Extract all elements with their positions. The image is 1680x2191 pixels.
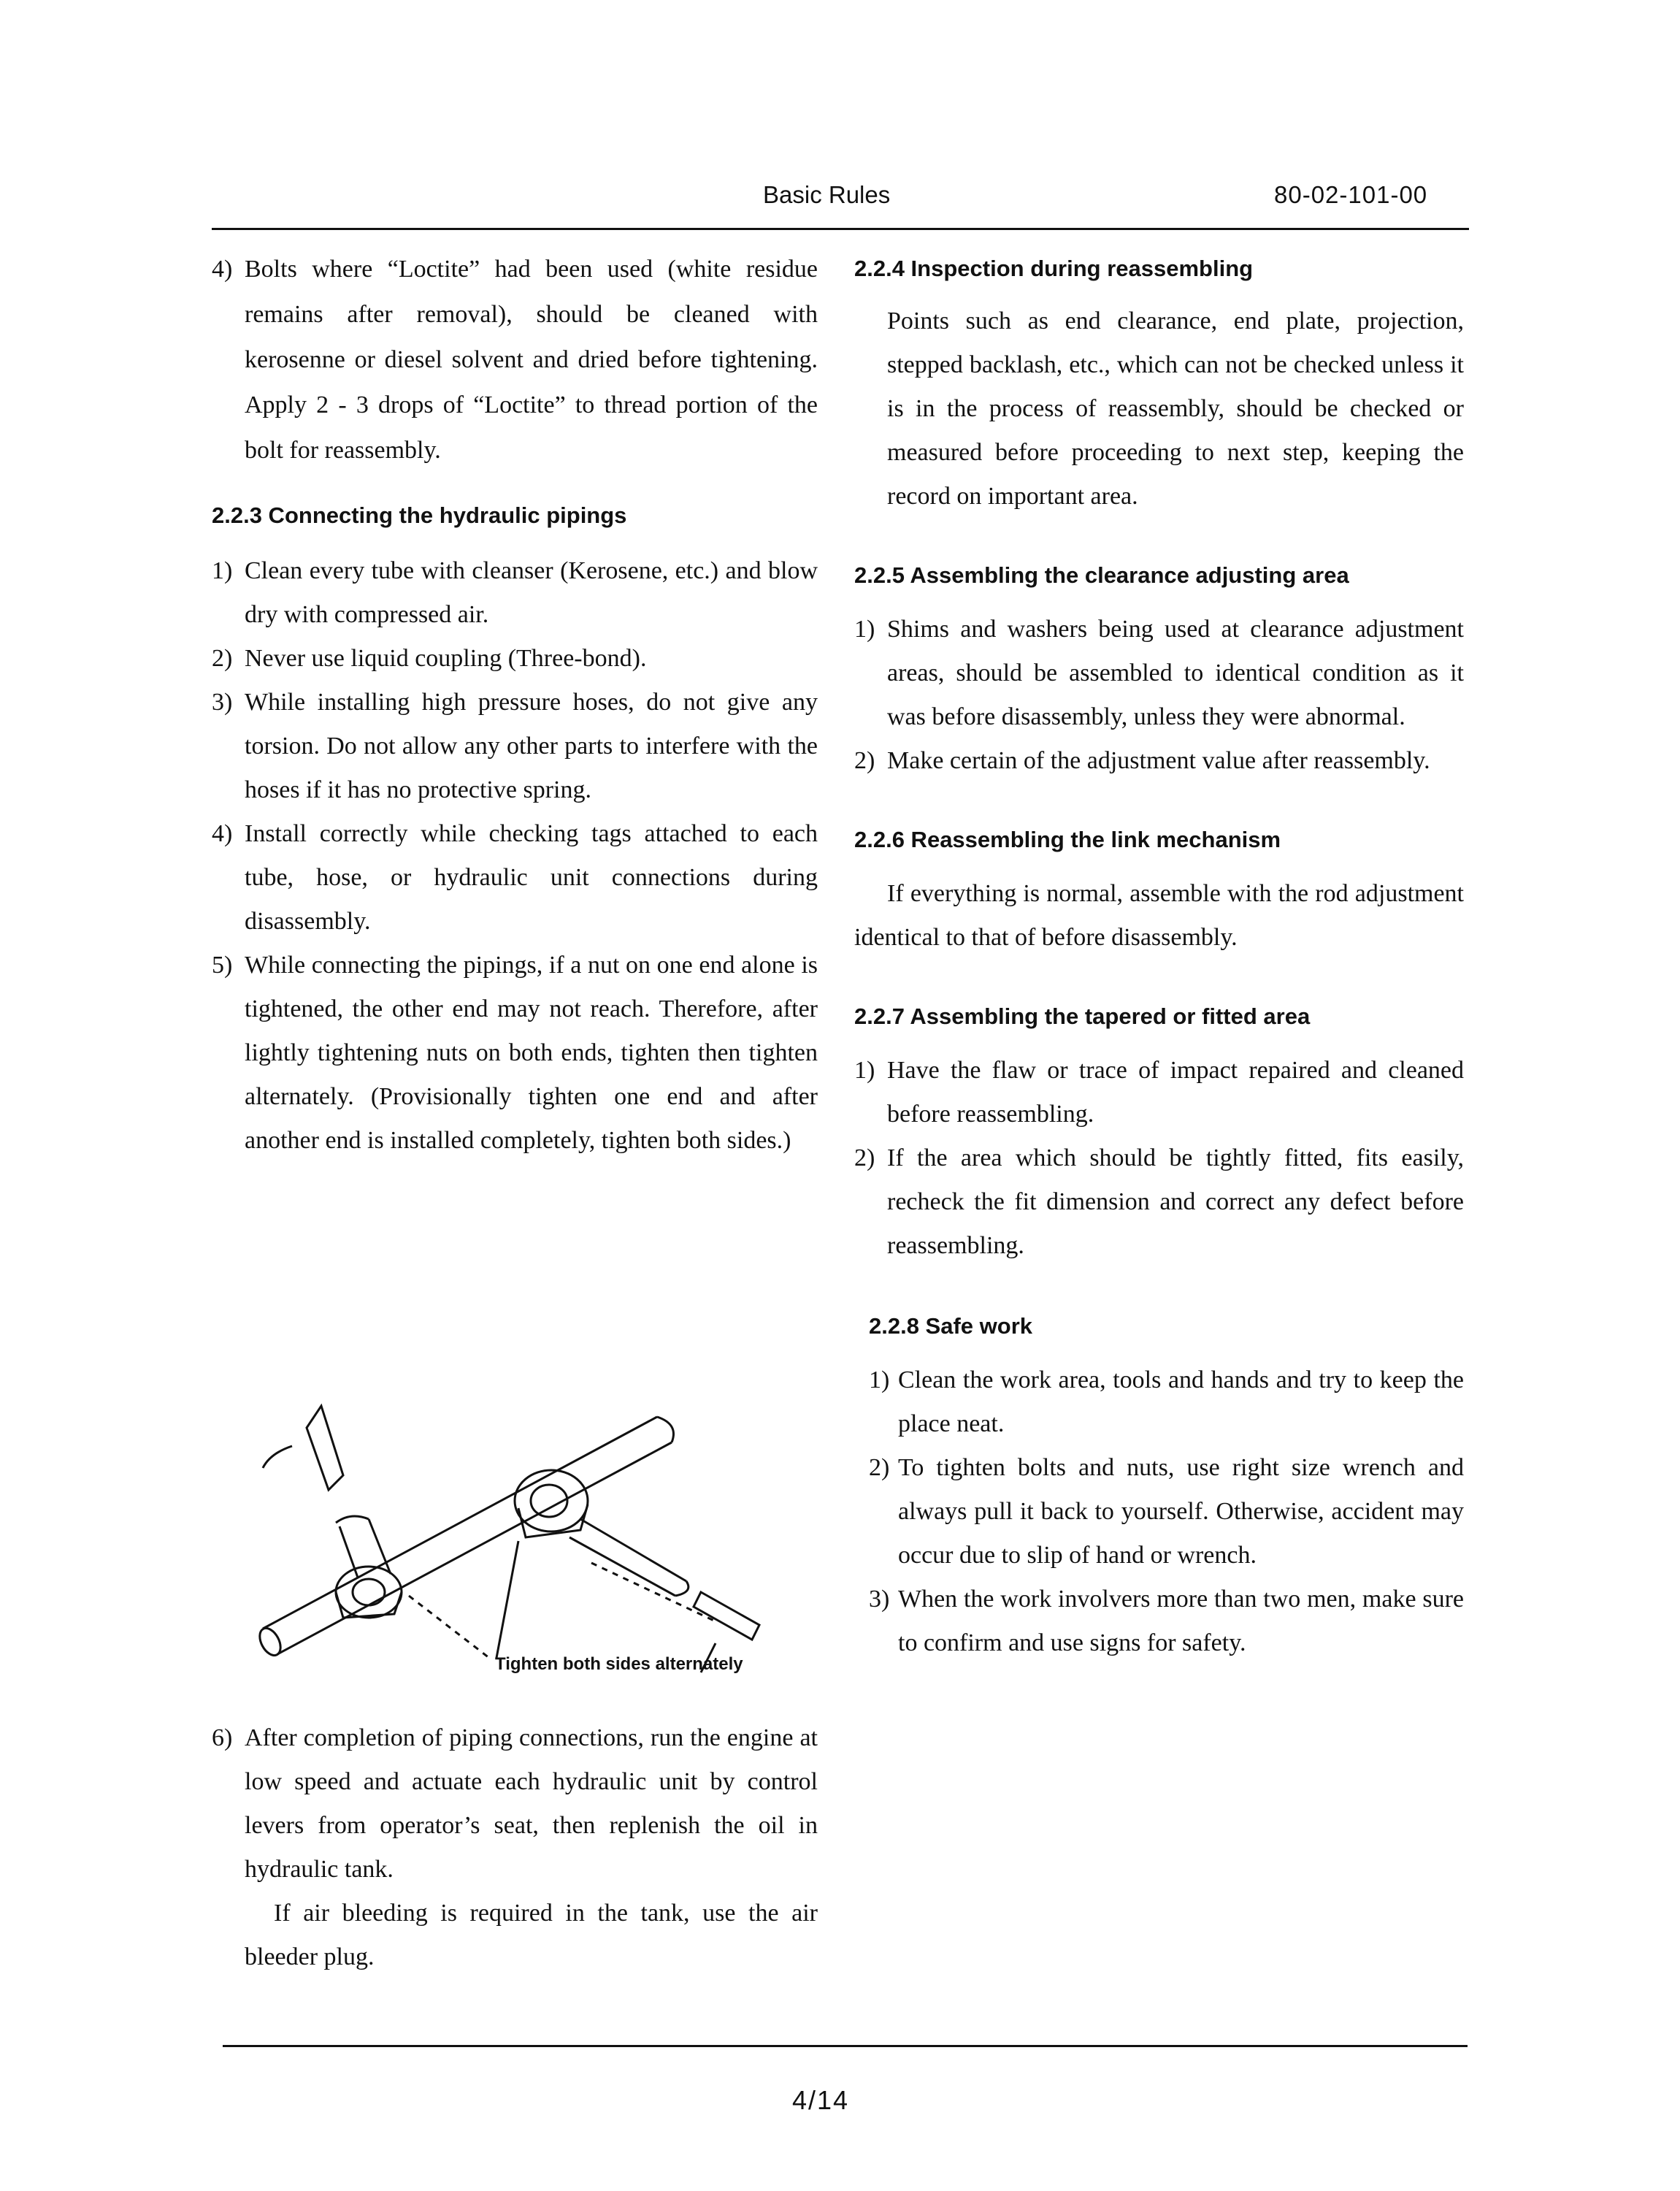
page-number: 4/14 xyxy=(792,2085,850,2115)
item-text: When the work involvers more than two men, make sure to confirm and use signs for safety. xyxy=(898,1586,1464,1656)
item-number: 5) xyxy=(212,952,233,979)
list-item xyxy=(212,944,818,1163)
item-number: 3) xyxy=(869,1586,890,1613)
item-number: 1) xyxy=(854,616,875,643)
section-heading-2-2-8: 2.2.8 Safe work xyxy=(869,1313,1033,1339)
header-section-title: Basic Rules xyxy=(763,181,891,208)
note-paragraph: If air bleeding is required in the tank, use the air bleeder plug. xyxy=(245,1900,818,1970)
item-number: 4) xyxy=(212,256,233,283)
item-text: Have the flaw or trace of impact repaired and cleaned before reassembling. xyxy=(887,1057,1464,1128)
list-item xyxy=(854,739,1464,783)
pipe-tightening-illustration xyxy=(248,1373,774,1694)
item-text: While connecting the pipings, if a nut on one end alone is tightened, the other end may not reach. Therefore, after lightly tightening nuts on both ends, tighten then tighten alternately. (Provisionally tighten one end and after another end is installed completely, tighten both sides.) xyxy=(245,952,818,1154)
item-number: 2) xyxy=(854,747,875,774)
section-heading-2-2-5: 2.2.5 Assembling the clearance adjusting area xyxy=(854,562,1349,588)
header-rule xyxy=(212,228,1469,230)
section-heading-2-2-7: 2.2.7 Assembling the tapered or fitted area xyxy=(854,1003,1311,1029)
item-number: 2) xyxy=(854,1144,875,1171)
header-document-code: 80-02-101-00 xyxy=(1274,181,1428,208)
list-item xyxy=(854,608,1464,739)
item-text: Never use liquid coupling (Three-bond). xyxy=(245,645,647,672)
list-item xyxy=(212,549,818,637)
item-number: 1) xyxy=(854,1057,875,1084)
section-heading-2-2-3: 2.2.3 Connecting the hydraulic pipings xyxy=(212,502,627,528)
list-item xyxy=(212,247,818,473)
list-item xyxy=(854,1358,1464,1446)
item-number: 1) xyxy=(212,557,233,584)
item-number: 4) xyxy=(212,820,233,847)
list-item xyxy=(854,1578,1464,1665)
item-text: Make certain of the adjustment value after reassembly. xyxy=(887,747,1430,774)
item-number: 1) xyxy=(869,1366,890,1393)
item-number: 6) xyxy=(212,1724,233,1751)
list-item xyxy=(212,1716,818,1892)
list-item xyxy=(854,1446,1464,1578)
right-column xyxy=(854,247,1464,1665)
item-text: After completion of piping connections, run the engine at low speed and actuate each hydraulic unit by control levers from operator’s seat, then replenish the oil in hydraulic tank. xyxy=(245,1724,818,1883)
list-item xyxy=(854,1049,1464,1136)
list-item xyxy=(212,637,818,681)
left-column-lower xyxy=(212,1716,818,1979)
section-2-2-4-text: Points such as end clearance, end plate, projection, stepped backlash, etc., which can not be checked unless it is in the process of reassembly, should be checked or measured before proceeding to next step, keeping the record on important area. xyxy=(887,307,1464,510)
item-text: If the area which should be tightly fitted, fits easily, recheck the fit dimension and correct any defect before reassembling. xyxy=(887,1144,1464,1259)
item-text: Clean the work area, tools and hands and try to keep the place neat. xyxy=(898,1366,1464,1437)
list-item xyxy=(212,681,818,812)
item-text: While installing high pressure hoses, do not give any torsion. Do not allow any other parts to interfere with the hoses if it has no protective spring. xyxy=(245,689,818,803)
item-number: 2) xyxy=(212,645,233,672)
item-text: Clean every tube with cleanser (Kerosene, etc.) and blow dry with compressed air. xyxy=(245,557,818,628)
figure-caption: Tighten both sides alternately xyxy=(495,1654,743,1674)
section-heading-2-2-6: 2.2.6 Reassembling the link mechanism xyxy=(854,827,1281,852)
footer-rule xyxy=(223,2045,1468,2047)
item-text: Install correctly while checking tags attached to each tube, hose, or hydraulic unit connections during disassembly. xyxy=(245,820,818,935)
item-text: To tighten bolts and nuts, use right size wrench and always pull it back to yourself. Otherwise, accident may occur due to slip of hand or wrench. xyxy=(898,1454,1464,1569)
section-heading-2-2-4: 2.2.4 Inspection during reassembling xyxy=(854,256,1254,281)
list-item xyxy=(854,1136,1464,1268)
item-number: 3) xyxy=(212,689,233,716)
section-2-2-6-text: If everything is normal, assemble with the rod adjustment identical to that of before disassembly. xyxy=(854,880,1464,951)
item-text: Bolts where “Loctite” had been used (white residue remains after removal), should be cleaned with kerosenne or diesel solvent and dried before tightening. Apply 2 - 3 drops of “Loctite” to thread portion of the bolt for reassembly. xyxy=(245,256,818,464)
item-text: Shims and washers being used at clearance adjustment areas, should be assembled to identical condition as it was before disassembly, unless they were abnormal. xyxy=(887,616,1464,730)
left-column xyxy=(212,247,818,1163)
item-number: 2) xyxy=(869,1454,890,1481)
list-item xyxy=(212,812,818,944)
